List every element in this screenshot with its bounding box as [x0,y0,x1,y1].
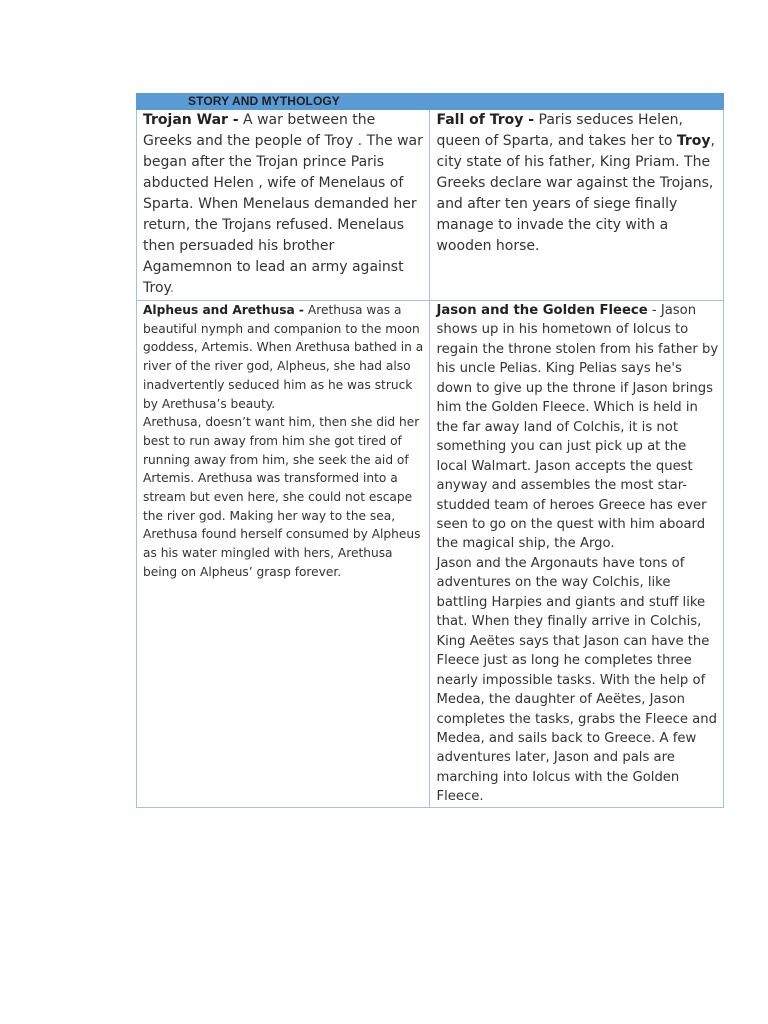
jason-golden-fleece-title: Jason and the Golden Fleece [436,303,648,318]
alpheus-arethusa-cell [137,301,430,808]
trojan-war-title: Trojan War - [143,112,239,128]
table-row [137,301,724,808]
trojan-war-body: A war between the Greeks and the people of Troy . The war began after the Trojan prince Paris abducted Helen , wife of Menelaus of Sparta. When Menelaus demanded her return, the Trojans refused. Menelaus then persuaded his brother Agamemnon to lead an army against Troy [143,112,423,296]
jason-golden-fleece-paragraph-1 [436,301,719,554]
fall-of-troy-paragraph [436,110,719,257]
mythology-table [136,93,724,808]
jason-golden-fleece-body-1: - Jason shows up in his hometown of Iolcus to regain the throne stolen from his father by his uncle Pelias. King Pelias says he's down to give up the throne if Jason brings him the Golden Fleece. Which is held in the far away land of Colchis, it is not something you can just pick up at the local Walmart. Jason accepts the quest anyway and assembles the most star-studded team of heroes Greece has ever seen to go on the quest with him aboard the magical ship, the Argo. [436,303,719,552]
table-row [137,110,724,301]
trojan-war-cell [137,110,430,301]
table-header-title: STORY AND MYTHOLOGY [188,94,340,108]
alpheus-arethusa-paragraph-1 [143,301,425,413]
fall-of-troy-title: Fall of Troy - [436,112,535,128]
fall-of-troy-body-after: , city state of his father, King Priam. The Greeks declare war against the Trojans, and after ten years of siege finally manage to invade the city with a wooden horse. [436,133,715,254]
trojan-war-paragraph [143,110,425,299]
alpheus-arethusa-body-1: Arethusa was a beautiful nymph and companion to the moon goddess, Artemis. When Arethusa bathed in a river of the river god, Alpheus, she had also inadvertently seduced him as he was struck by Arethusa’s beauty. [143,303,424,411]
table-header-row [137,94,724,110]
jason-golden-fleece-cell [430,301,724,808]
alpheus-arethusa-paragraph-2: Arethusa, doesn’t want him, then she did her best to run away from him she got tired of running away from him, she seek the aid of Artemis. Arethusa was transformed into a stream but even here, she could not escape the river god. Making her way to the sea, Arethusa found herself consumed by Alpheus as his water mingled with hers, Arethusa being on Alpheus’ grasp forever. [143,415,421,579]
trojan-war-tail: . [169,280,175,296]
fall-of-troy-body-before: Paris seduces Helen, queen of Sparta, and takes her to [436,112,683,149]
fall-of-troy-bold-word: Troy [676,133,711,149]
alpheus-arethusa-title: Alpheus and Arethusa - [143,303,304,317]
jason-golden-fleece-paragraph-2: Jason and the Argonauts have tons of adventures on the way Colchis, like battling Harpies and giants and stuff like that. When they finally arrive in Colchis, King Aeëtes says that Jason can have the Fleece just as long he completes three nearly impossible tasks. With the help of Medea, the daughter of Aeëtes, Jason completes the tasks, grabs the Fleece and Medea, and sails back to Greece. A few adventures later, Jason and pals are marching into Iolcus with the Golden Fleece. [436,555,717,805]
fall-of-troy-cell [430,110,724,301]
table-header-cell [137,94,724,110]
